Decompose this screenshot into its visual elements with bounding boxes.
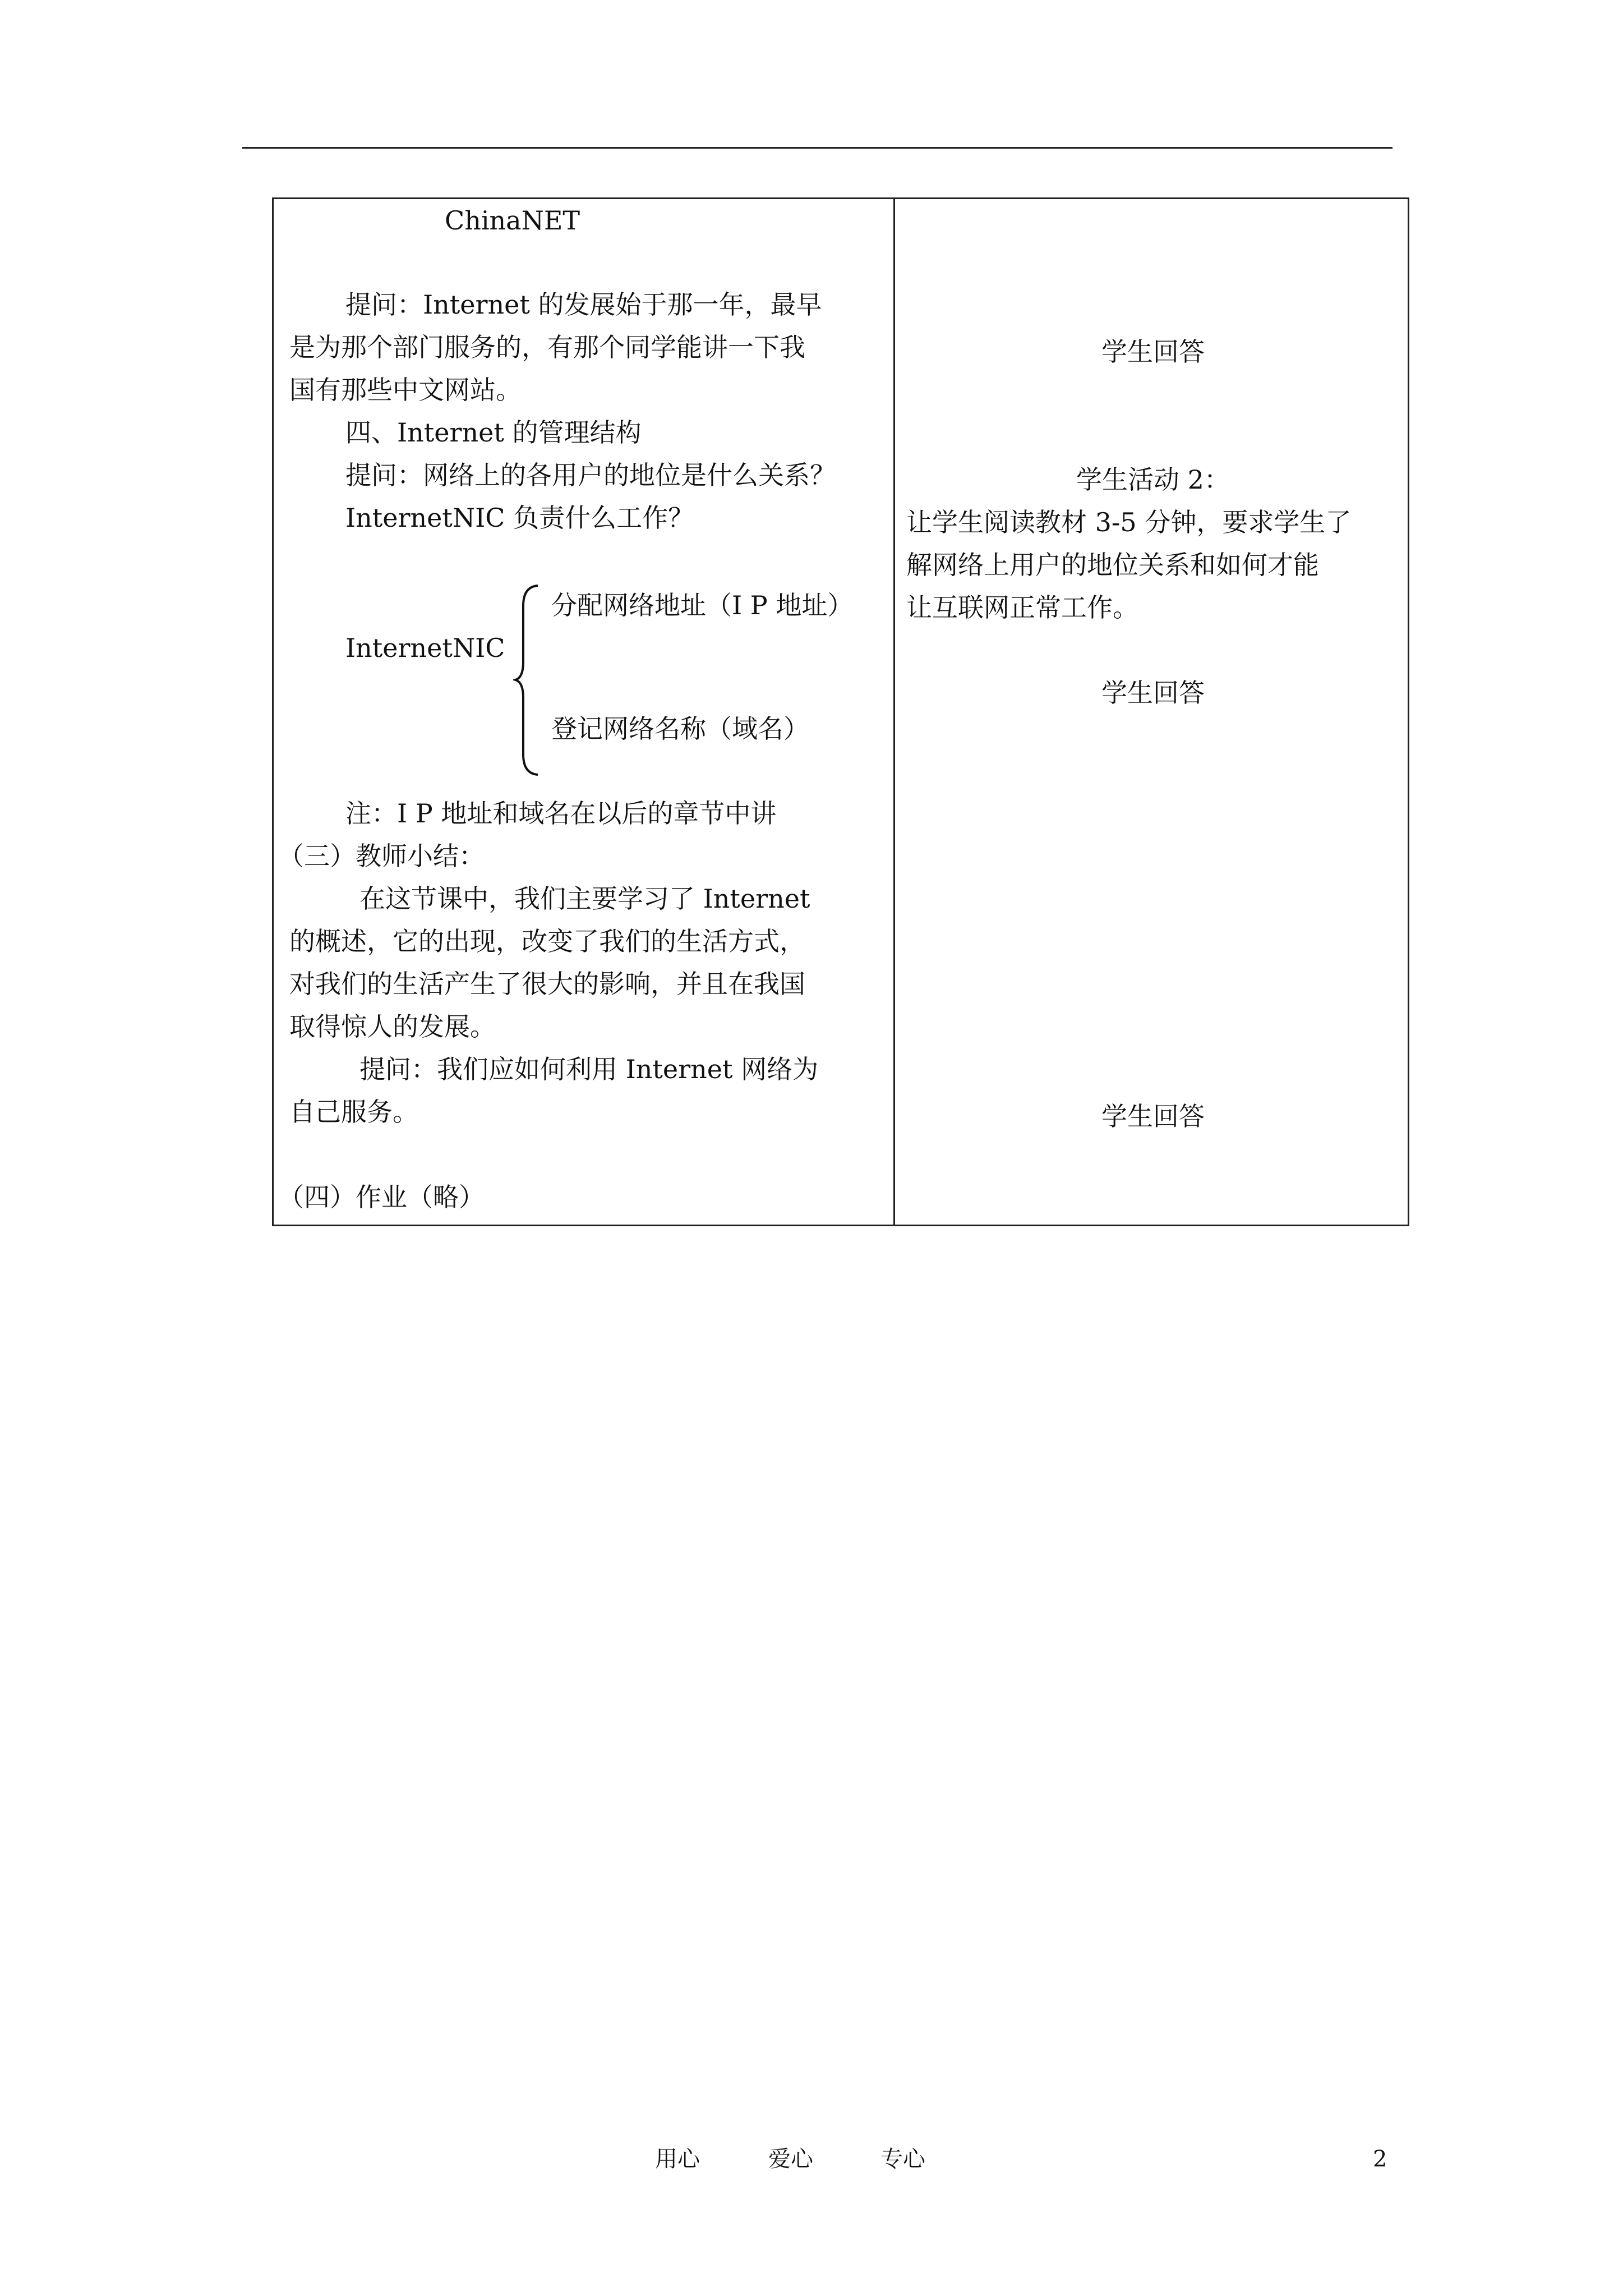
lesson-table — [272, 197, 1409, 1226]
header-rule — [242, 147, 1393, 149]
summary-line-2: 的概述，它的出现，改变了我们的生活方式， — [289, 926, 805, 956]
curly-brace-icon — [513, 583, 541, 777]
chinanet-label: ChinaNET — [445, 205, 580, 236]
question-1-line-1: 提问：Internet 的发展始于那一年，最早 — [345, 289, 822, 320]
activity-line-2: 解网络上用户的地位关系和如何才能 — [906, 550, 1319, 580]
question-1-line-3: 国有那些中文网站。 — [289, 375, 522, 405]
footer-slogan-2: 爱心 — [768, 2146, 813, 2172]
nic-label: InternetNIC — [345, 633, 505, 663]
student-answer-2: 学生回答 — [1101, 678, 1205, 708]
activity-line-1: 让学生阅读教材 3-5 分钟，要求学生了 — [906, 507, 1352, 537]
question-3-line-1: 提问：我们应如何利用 Internet 网络为 — [359, 1054, 819, 1084]
student-answer-1: 学生回答 — [1101, 337, 1205, 367]
page-number: 2 — [1373, 2146, 1387, 2172]
question-1-line-2: 是为那个部门服务的，有那个同学能讲一下我 — [289, 332, 805, 362]
summary-line-3: 对我们的生活产生了很大的影响，并且在我国 — [289, 969, 805, 999]
question-2-line-1: 提问：网络上的各用户的地位是什么关系？ — [345, 460, 836, 490]
question-2-line-2: InternetNIC 负责什么工作？ — [345, 503, 694, 533]
student-answer-3: 学生回答 — [1101, 1101, 1205, 1131]
homework-line: （四）作业（略） — [278, 1182, 485, 1212]
activity-title: 学生活动 2： — [1076, 464, 1230, 495]
question-3-line-2: 自己服务。 — [289, 1097, 418, 1127]
column-divider — [893, 199, 895, 1225]
summary-line-1: 在这节课中，我们主要学习了 Internet — [359, 884, 810, 914]
nic-duty-1: 分配网络地址（I P 地址） — [551, 590, 854, 620]
footer-slogan-1: 用心 — [655, 2146, 700, 2172]
section-4-heading: 四、Internet 的管理结构 — [345, 417, 642, 448]
footer-slogan-3: 专心 — [880, 2146, 925, 2172]
note-line: 注：I P 地址和域名在以后的章节中讲 — [345, 798, 777, 829]
summary-heading: （三）教师小结： — [278, 841, 485, 871]
nic-duty-2: 登记网络名称（域名） — [551, 714, 809, 744]
activity-line-3: 让互联网正常工作。 — [906, 592, 1138, 623]
summary-line-4: 取得惊人的发展。 — [289, 1011, 496, 1042]
